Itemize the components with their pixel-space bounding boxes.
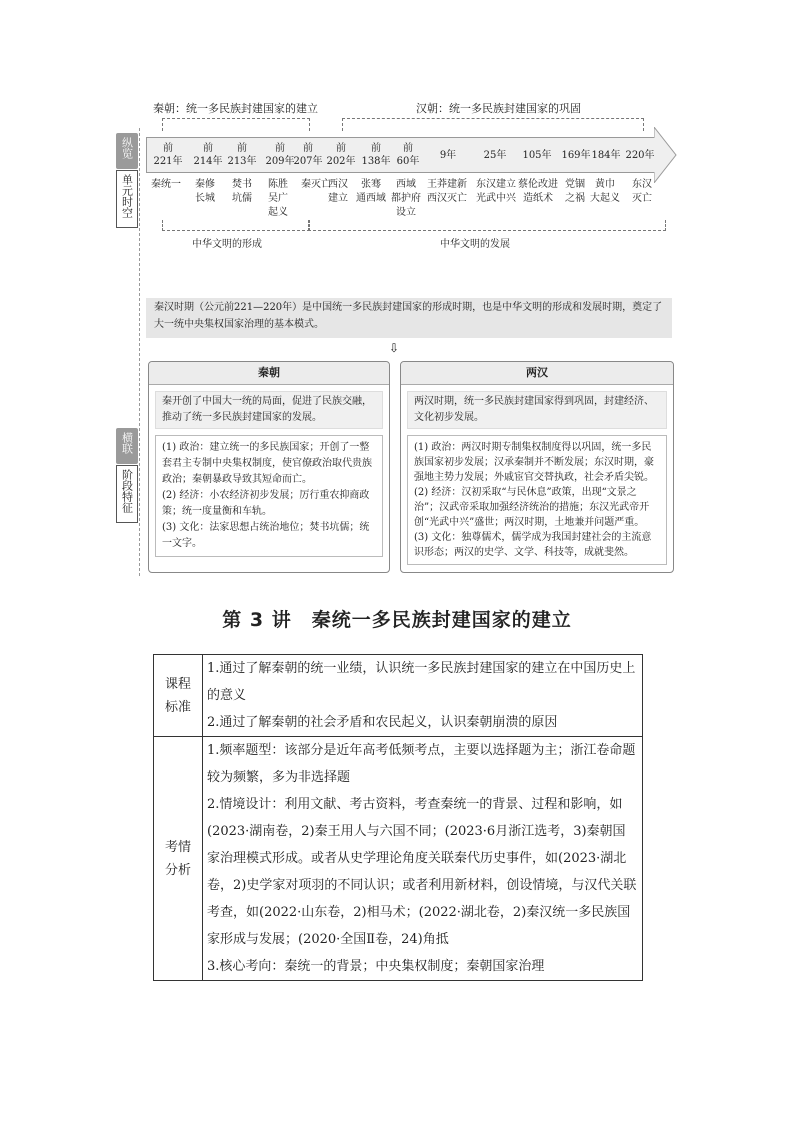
formation-bracket: [162, 220, 310, 231]
side-tab-jieduan: [116, 465, 138, 523]
timeline-event-line: 长城: [195, 193, 215, 204]
standard-line-2: 2.通过了解秦朝的社会矛盾和农民起义，认识秦朝崩溃的原因: [207, 715, 558, 730]
table-row-standard: [154, 655, 643, 737]
han-box-intro: 两汉时期，统一多民族封建国家得到巩固，封建经济、文化初步发展。: [407, 391, 667, 429]
timeline-year-value: 60年: [396, 156, 420, 167]
timeline-event-line: 大起义: [590, 193, 620, 204]
development-bracket: [308, 220, 666, 231]
timeline-event-line: 西域: [396, 179, 416, 190]
analysis-line-2: 2.情境设计：利用文献、考古资料，考查秦统一的背景、过程和影响，如(2023·湖南卷，2)秦王用人与六国不同；(2023·6月浙江选考，3)秦朝国家治理模式形成。或者从史学理论角度关联秦代历史事件，如(2023·湖北卷，2)史学家对项羽的不同认识；或者利用新材料，创设情境，与汉代关联考查，如(2022·山东卷，2)相马术；(2022·湖北卷，2)秦汉统一多民族国家形成与发展；(2020·全国Ⅱ卷，24)角抵: [207, 797, 637, 947]
han-era-bracket: [342, 118, 644, 131]
timeline-event-line: 吴广: [268, 193, 288, 204]
timeline-event-line: 陈胜: [268, 179, 288, 190]
timeline-year-value: 184年: [591, 150, 621, 161]
timeline-year-prefix: 前: [336, 143, 346, 154]
down-arrow-icon: ⇩: [389, 341, 400, 355]
analysis-content: [203, 737, 643, 981]
standard-line-1: 1.通过了解秦朝的统一业绩，认识统一多民族封建国家的建立在中国历史上的意义: [207, 661, 636, 703]
side-tab-henglian: [116, 428, 138, 464]
timeline-year: [148, 142, 188, 168]
side-tab-jieduan-label: 阶段特征: [120, 469, 134, 513]
timeline-year-value: 207年: [293, 156, 323, 167]
qin-point-culture: (3) 文化：法家思想占统治地位；焚书坑儒；统一文字。: [162, 522, 370, 549]
analysis-label: [154, 737, 203, 981]
lecture-title: 第 3 讲 秦统一多民族封建国家的建立: [222, 609, 572, 631]
timeline-event: [421, 178, 473, 206]
analysis-line-3: 3.核心考向：秦统一的背景；中央集权制度；秦朝国家治理: [207, 959, 545, 974]
timeline-year: [428, 149, 468, 162]
timeline-year-prefix: 前: [403, 143, 413, 154]
timeline-event-line: 东汉建立: [476, 179, 516, 190]
han-box: [400, 361, 674, 573]
side-tab-zonglan-label: 纵览: [120, 137, 134, 159]
qin-box: [148, 361, 390, 573]
timeline-event-line: 蔡伦改进: [518, 179, 558, 190]
timeline-event-line: 灭亡: [632, 193, 652, 204]
han-box-title: 两汉: [401, 362, 673, 385]
qin-point-economy: (2) 经济：小农经济初步发展；厉行重农抑商政策；统一度量衡和车轨。: [162, 490, 370, 517]
standard-label: [154, 655, 203, 737]
standard-label-line1: 课程: [164, 676, 191, 692]
timeline-year-value: 202年: [326, 156, 356, 167]
timeline-year-prefix: 前: [371, 143, 381, 154]
timeline-event-line: 王莽建新: [427, 179, 467, 190]
timeline-year-value: 105年: [522, 150, 552, 161]
timeline-year-prefix: 前: [303, 143, 313, 154]
timeline-year: [475, 149, 515, 162]
qin-era-title: 秦朝：统一多民族封建国家的建立: [153, 102, 318, 115]
qin-box-title: 秦朝: [149, 362, 389, 385]
timeline-event-line: 西汉: [328, 179, 348, 190]
development-label: 中华文明的发展: [440, 239, 510, 250]
timeline-year-value: 213年: [227, 156, 257, 167]
timeline-year: [388, 142, 428, 168]
summary-box: [146, 298, 672, 338]
timeline-year-prefix: 前: [237, 143, 247, 154]
timeline-year: [222, 142, 262, 168]
timeline-year-value: 25年: [483, 150, 507, 161]
formation-label: 中华文明的形成: [192, 239, 262, 250]
timeline-year-prefix: 前: [275, 143, 285, 154]
qin-point-politics: (1) 政治：建立统一的多民族国家；开创了一整套君主专制中央集权制度，使官僚政治取代贵族政治；秦朝暴政导致其短命而亡。: [162, 442, 372, 485]
course-info-table: [153, 654, 643, 981]
timeline-event-line: 造纸术: [523, 193, 553, 204]
timeline-event-line: 都护府: [391, 193, 421, 204]
timeline-event-line: 起义: [268, 207, 288, 218]
timeline-year-value: 138年: [361, 156, 391, 167]
qin-box-intro: 秦开创了中国大一统的局面，促进了民族交融，推动了统一多民族封建国家的发展。: [155, 391, 383, 429]
timeline-event-line: 黄巾: [595, 179, 615, 190]
timeline-event-line: 焚书: [232, 179, 252, 190]
side-tab-danyuan-label: 单元时空: [120, 174, 134, 218]
timeline-event-line: 秦统一: [151, 179, 181, 190]
timeline-year-value: 209年: [265, 156, 295, 167]
side-tab-zonglan: [116, 133, 138, 169]
timeline-year: [620, 149, 660, 162]
analysis-label-line1: 考情: [164, 839, 191, 855]
timeline-year: [321, 142, 361, 168]
timeline-year: [517, 149, 557, 162]
timeline-event-line: 设立: [396, 207, 416, 218]
timeline-event-line: 西汉灭亡: [427, 193, 467, 204]
han-point-politics: (1) 政治：两汉时期专制集权制度得以巩固，统一多民族国家初步发展；汉承秦制并不断发展；东汉时期，豪强地主势力发展；外戚宦官交替执政，社会矛盾尖锐。: [414, 442, 654, 483]
timeline-year-prefix: 前: [203, 143, 213, 154]
qin-box-points: [155, 435, 383, 557]
qin-era-bracket: [162, 118, 310, 131]
timeline-event: [616, 178, 668, 206]
timeline-event-line: 秦灭亡: [301, 179, 331, 190]
timeline-year-prefix: 前: [163, 143, 173, 154]
timeline-event-line: 坑儒: [232, 193, 252, 204]
timeline-event-line: 党锢: [565, 179, 585, 190]
han-point-economy: (2) 经济：汉初采取“与民休息”政策，出现“文景之治”；汉武帝采取加强经济统治的措施；东汉光武帝开创“光武中兴”盛世；两汉时期，土地兼并问题严重。: [414, 487, 650, 528]
timeline-event-line: 秦修: [195, 179, 215, 190]
table-row-analysis: [154, 737, 643, 981]
analysis-line-1: 1.频率题型：该部分是近年高考低频考点，主要以选择题为主；浙江卷命题较为频繁，多为非选择题: [207, 743, 636, 785]
timeline-event-line: 之祸: [565, 193, 585, 204]
han-era-title: 汉朝：统一多民族封建国家的巩固: [416, 102, 581, 115]
side-divider-line: [139, 128, 140, 576]
timeline-year-value: 169年: [561, 150, 591, 161]
timeline-year-value: 214年: [193, 156, 223, 167]
timeline-year-value: 220年: [625, 150, 655, 161]
side-tab-henglian-label: 横联: [120, 432, 134, 454]
standard-label-line2: 标准: [164, 699, 191, 715]
side-tab-danyuan: [116, 170, 138, 228]
summary-text: 秦汉时期（公元前221—220年）是中国统一多民族封建国家的形成时期，也是中华文明的形成和发展时期，奠定了大一统中央集权国家治理的基本模式。: [154, 302, 663, 330]
standard-content: [203, 655, 643, 737]
timeline-event-line: 东汉: [632, 179, 652, 190]
han-box-points: [407, 435, 667, 565]
timeline-event-line: 建立: [328, 193, 348, 204]
timeline-year-value: 221年: [153, 156, 183, 167]
timeline-event-line: 通西域: [356, 193, 386, 204]
timeline-year-value: 9年: [439, 150, 457, 161]
timeline-event-line: 光武中兴: [476, 193, 516, 204]
analysis-label-line2: 分析: [164, 862, 191, 878]
han-point-culture: (3) 文化：独尊儒术，儒学成为我国封建社会的主流意识形态；两汉的史学、文学、科技等，成就斐然。: [414, 532, 652, 558]
timeline-event-line: 张骞: [361, 179, 381, 190]
